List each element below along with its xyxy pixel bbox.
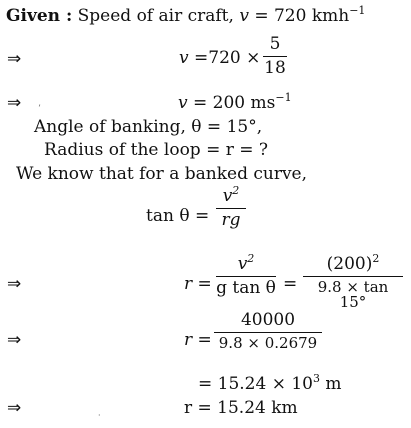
step3-arrow: ⇒ xyxy=(7,274,22,294)
step2-eq xyxy=(178,91,292,113)
given-var: v xyxy=(239,6,249,26)
know-line: We know that for a banked curve, xyxy=(16,164,308,184)
step4-den: 9.8 × 0.2679 xyxy=(218,334,318,352)
step4-num: 40000 xyxy=(240,310,296,330)
step3-f2-num xyxy=(303,252,403,276)
step4-arrow: ⇒ xyxy=(7,330,22,350)
angle-line: Angle of banking, θ = 15°, xyxy=(34,117,263,137)
given-eq: = 720 kmh xyxy=(248,6,350,26)
tan-fraction xyxy=(216,184,246,230)
step2-rhs: = 200 ms xyxy=(187,93,276,113)
step3-f2-num-exp: 2 xyxy=(372,252,380,265)
step3-f1-den: g tan θ xyxy=(216,278,276,298)
tan-num xyxy=(216,184,246,208)
step3-eq: = xyxy=(283,274,298,294)
step1-eq xyxy=(179,50,260,67)
step5-line xyxy=(198,372,342,394)
step3-f1-num xyxy=(216,252,276,276)
tan-den: rg xyxy=(221,210,241,230)
step1-fraction xyxy=(263,36,287,77)
step1-arrow: ⇒ xyxy=(7,49,22,69)
step1-den: 18 xyxy=(264,58,286,78)
step3-f2-den: 9.8 × tan 15° xyxy=(317,278,389,311)
given-line xyxy=(6,4,366,26)
speck-dot: · xyxy=(98,411,101,420)
step2-exp: −1 xyxy=(275,91,292,104)
step3-fraction1 xyxy=(216,252,276,298)
step3-f1-num-var: v xyxy=(237,254,248,274)
speck-mark: ʼ xyxy=(38,104,41,113)
step3-f1-num-exp: 2 xyxy=(247,252,255,265)
step1-num: 5 xyxy=(269,34,281,54)
step5-exp: 3 xyxy=(313,372,320,385)
given-label: Given : xyxy=(6,6,73,26)
step3-fraction2 xyxy=(303,252,403,311)
radius-line: Radius of the loop = r = ? xyxy=(44,140,269,160)
step3-f2-num-base: (200) xyxy=(326,254,373,274)
tan-lhs: tan θ = xyxy=(146,206,210,226)
step6-arrow: ⇒ xyxy=(7,398,22,418)
step1-lhs: v xyxy=(179,48,189,68)
step5-text: = 15.24 × 10 xyxy=(198,374,313,394)
given-text: Speed of air craft, xyxy=(77,6,240,26)
step6-text: r = 15.24 km xyxy=(184,398,298,418)
given-exp: −1 xyxy=(349,4,366,17)
step2-lhs: v xyxy=(178,93,188,113)
step3-lhs: r = xyxy=(184,274,212,294)
step1-rhs: =720 × xyxy=(188,48,261,68)
step5-unit: m xyxy=(320,374,342,394)
tan-num-var: v xyxy=(222,186,233,206)
step4-fraction xyxy=(214,312,322,351)
step2-arrow: ⇒ xyxy=(7,93,22,113)
tan-num-exp: 2 xyxy=(232,184,240,197)
step4-lhs: r = xyxy=(184,330,212,350)
